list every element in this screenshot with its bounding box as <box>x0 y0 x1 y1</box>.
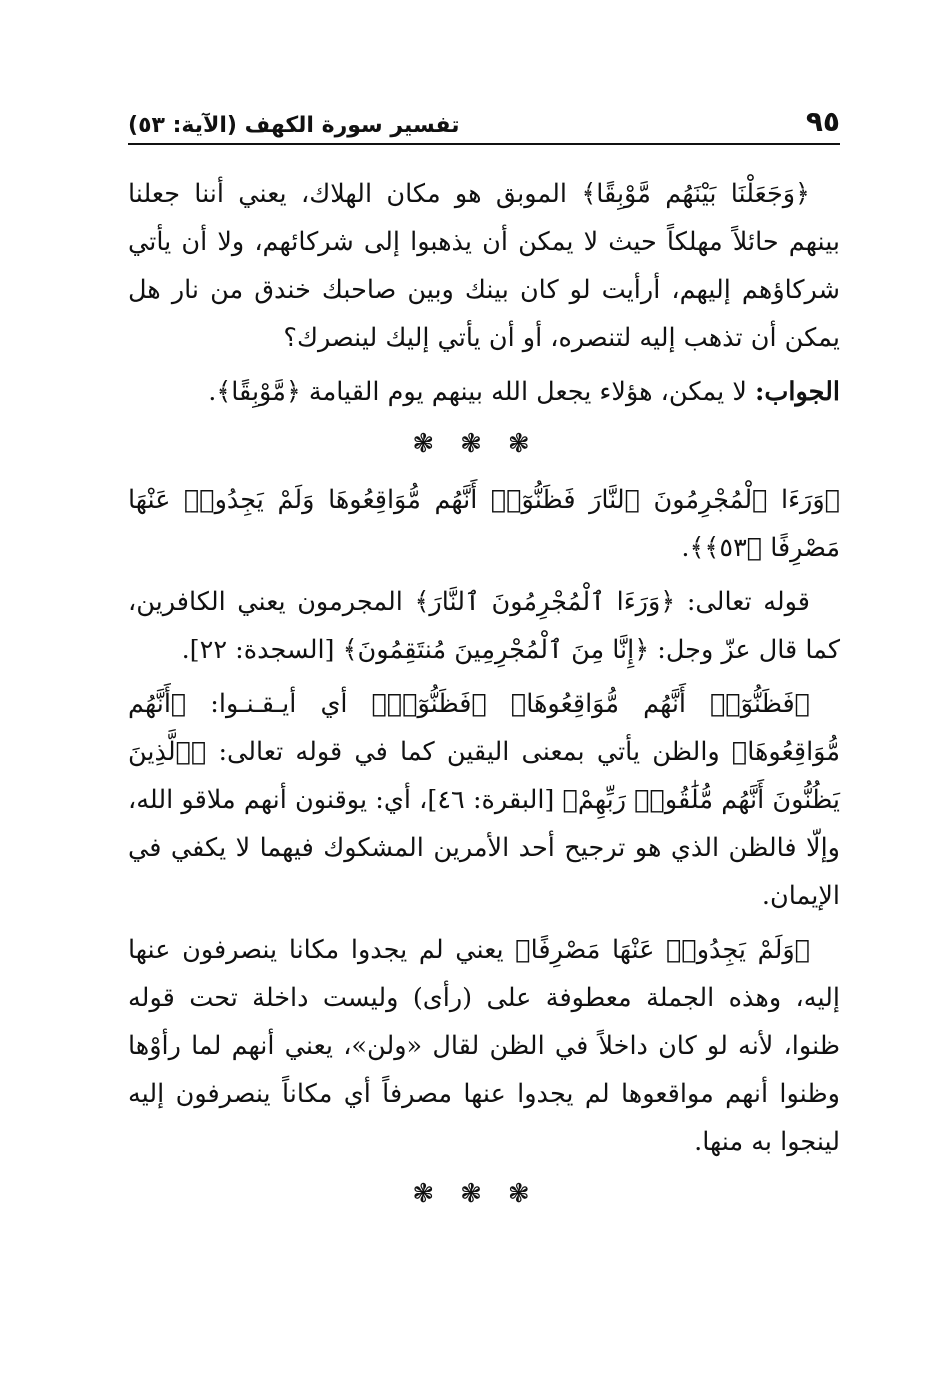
paragraph-masrif: ﴿وَلَمْ يَجِدُوا۟ عَنْهَا مَصْرِفًا﴾ يعني لم يجدوا مكانا ينصرفون عنها إليه، وهذه الجملة معطوفة على (رأى) وليست داخلة تحت قوله ظنوا، لأنه لو كان داخلاً في الظن لقال «ولن»، يعني أنهم لما رأوْها وظنوا أنهم مواقعوها لم يجدوا عنها مصرفاً أي مكاناً ينصرفون إليه لينجوا به منها. <box>128 935 840 1157</box>
page-body <box>128 170 840 1226</box>
page-number: ٩٥ <box>805 105 840 138</box>
paragraph-answer <box>128 368 840 416</box>
section-ornament: ❃❃❃ <box>412 429 556 459</box>
end-ornament: ❃❃❃ <box>412 1179 556 1209</box>
running-title: تفسير سورة الكهف (الآية: ٥٣) <box>128 113 460 138</box>
answer-text: لا يمكن، هؤلاء يجعل الله بينهم يوم القيامة ﴿مَّوْبِقًا﴾. <box>208 377 755 407</box>
paragraph-mujrimun: قوله تعالى: ﴿وَرَءَا ٱلْمُجْرِمُونَ ٱلنَّارَ﴾ المجرمون يعني الكافرين، كما قال عزّ وجل: ﴿إِنَّا مِنَ ٱلْمُجْرِمِينَ مُنتَقِمُونَ﴾ [السجدة: ٢٢]. <box>128 587 840 665</box>
header-rule <box>128 143 840 145</box>
answer-label: الجواب: <box>755 377 840 407</box>
page-header <box>128 98 840 138</box>
paragraph-mawbiq: ﴿وَجَعَلْنَا بَيْنَهُم مَّوْبِقًا﴾ الموبق هو مكان الهلاك، يعني أننا جعلنا بينهم حائلاً مهلكاً حيث لا يمكن أن يذهبوا إلى شركائهم، ولا أن يأتي شركاؤهم إليهم، أرأيت لو كان بينك وبين صاحبك خندق من نار هل يمكن أن تذهب إليه لتنصره، أو أن يأتي إليك لينصرك؟ <box>128 179 840 353</box>
paragraph-zann: ﴿فَظَنُّوٓا۟ أَنَّهُم مُّوَاقِعُوهَا﴾ ﴿فَظَنُّوٓا۟﴾ أي أيـقـنـوا: ﴿أَنَّهُم مُّوَاقِعُوهَا﴾ والظن يأتي بمعنى اليقين كما في قوله تعالى: ﴿ٱلَّذِينَ يَظُنُّونَ أَنَّهُم مُّلَٰقُوا۟ رَبِّهِمْ﴾ [البقرة: ٤٦]، أي: يوقنون أنهم ملاقو الله، وإلّا فالظن الذي هو ترجيح أحد الأمرين المشكوك فيهما لا يكفي في الإيمان. <box>128 689 840 911</box>
verse-53: ﴿وَرَءَا ٱلْمُجْرِمُونَ ٱلنَّارَ فَظَنُّوٓا۟ أَنَّهُم مُّوَاقِعُوهَا وَلَمْ يَجِدُوا۟ عَنْهَا مَصْرِفًا ﴿٥٣﴾﴾. <box>128 485 840 563</box>
